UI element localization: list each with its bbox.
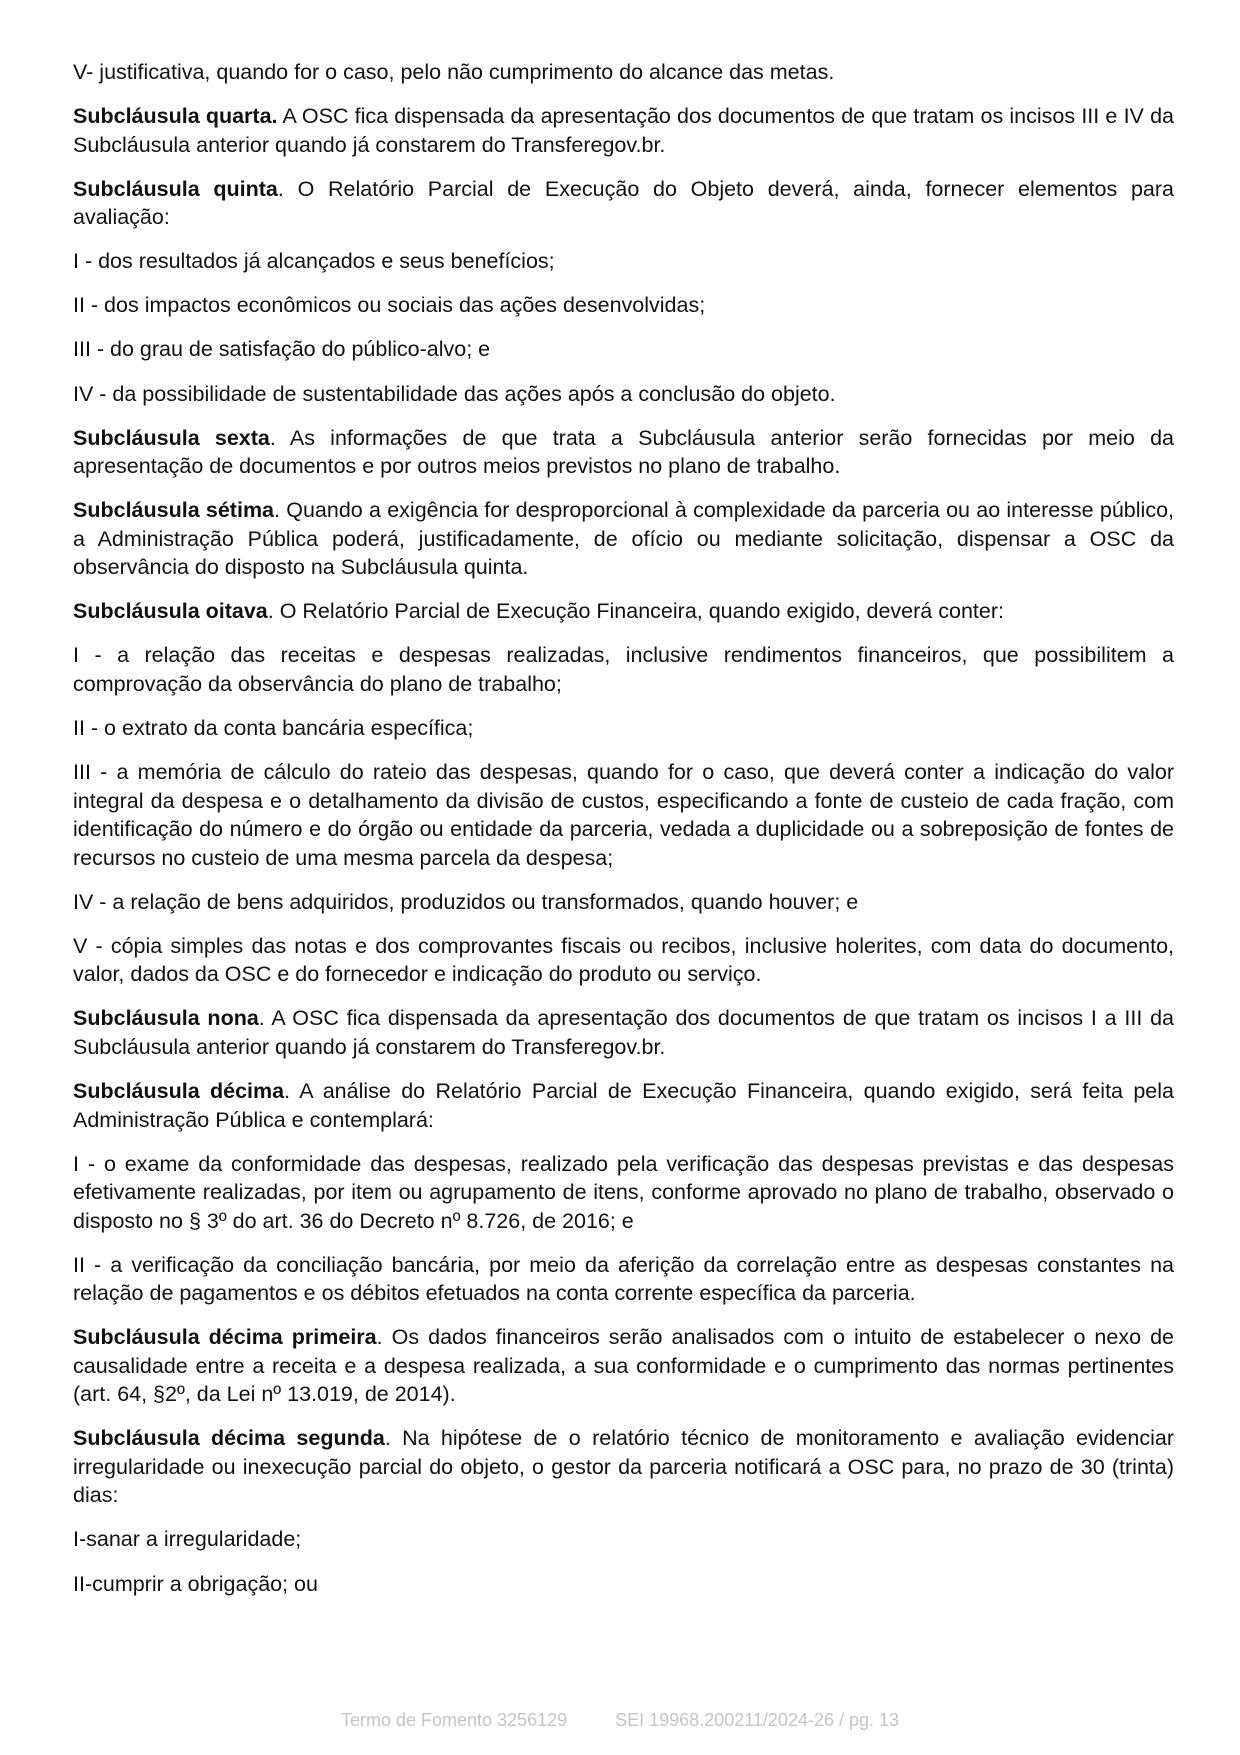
paragraph-text: . O Relatório Parcial de Execução do Objeto deverá, ainda, fornecer elementos para avaliação: — [73, 176, 1174, 230]
paragraph-text: . As informações de que trata a Subcláusula anterior serão fornecidas por meio da apresentação de documentos e por outros meios previstos no plano de trabalho. — [73, 425, 1174, 479]
clause-heading: Subcláusula décima primeira — [73, 1325, 377, 1350]
clause-heading: Subcláusula sétima — [73, 498, 275, 523]
paragraph — [73, 102, 1174, 159]
paragraph — [73, 597, 1174, 626]
paragraph — [73, 1424, 1174, 1510]
footer-document-id: Termo de Fomento 3256129 — [340, 1710, 568, 1730]
paragraph — [73, 758, 1174, 872]
paragraph — [73, 1251, 1174, 1308]
clause-heading: Subcláusula décima — [73, 1079, 285, 1103]
paragraph — [73, 1004, 1174, 1061]
clause-heading: Subcláusula oitava — [73, 599, 268, 624]
paragraph-text: I - dos resultados já alcançados e seus benefícios; — [73, 249, 555, 274]
paragraph — [73, 1570, 1174, 1599]
paragraph — [73, 335, 1174, 364]
paragraph-text: I - o exame da conformidade das despesas, realizado pela verificação das despesas previstas e das despesas efetivamente realizadas, por item ou agrupamento de itens, conforme aprovado no plano de trabalho, observado o disposto no § 3º do art. 36 do Decreto nº 8.726, de 2016; e — [73, 1151, 1174, 1233]
paragraph-text: . O Relatório Parcial de Execução Financeira, quando exigido, deverá conter: — [267, 599, 1004, 624]
paragraph-text: II - dos impactos econômicos ou sociais das ações desenvolvidas; — [73, 293, 706, 318]
paragraph — [73, 247, 1174, 276]
paragraph-text: V - cópia simples das notas e dos comprovantes fiscais ou recibos, inclusive holerites, com data do documento, valor, dados da OSC e do fornecedor e indicação do produto ou serviço. — [73, 933, 1174, 987]
paragraph-text: II - a verificação da conciliação bancária, por meio da aferição da correlação entre as despesas constantes na relação de pagamentos e os débitos efetuados na conta corrente específica da parceria. — [73, 1252, 1174, 1306]
clause-heading: Subcláusula quinta — [73, 176, 278, 201]
paragraph — [73, 58, 1174, 87]
clause-heading: Subcláusula quarta. — [73, 104, 278, 129]
paragraph — [73, 291, 1174, 320]
paragraph — [73, 424, 1174, 481]
footer-process-page: SEI 19968.200211/2024-26 / pg. 13 — [615, 1710, 900, 1730]
paragraph-text: . Os dados financeiros serão analisados com o intuito de estabelecer o nexo de causalidade entre a receita e a despesa realizada, a sua conformidade e o cumprimento das normas pertinentes (art. 64, §2º, da Lei nº 13.019, de 2014). — [73, 1325, 1174, 1407]
paragraph-text: III - a memória de cálculo do rateio das despesas, quando for o caso, que deverá conter a indicação do valor integral da despesa e o detalhamento da divisão de custos, especificando a fonte de custeio de cada fração, com identificação do número e do órgão ou entidade da parceria, vedada a duplicidade ou a sobreposição de fontes de recursos no custeio de uma mesma parcela da despesa; — [73, 760, 1174, 870]
paragraph — [73, 1525, 1174, 1554]
paragraph — [73, 496, 1174, 582]
paragraph — [73, 1323, 1174, 1409]
paragraph-text: II-cumprir a obrigação; ou — [73, 1571, 318, 1596]
paragraph-text: . A análise do Relatório Parcial de Execução Financeira, quando exigido, será feita pela Administração Pública e contemplará: — [73, 1079, 1174, 1132]
paragraph — [73, 1077, 1174, 1134]
paragraph — [73, 380, 1174, 409]
clause-heading: Subcláusula décima segunda — [73, 1426, 385, 1451]
paragraph-text: IV - da possibilidade de sustentabilidade das ações após a conclusão do objeto. — [73, 381, 836, 406]
page-footer — [0, 1710, 1240, 1731]
paragraph-text: IV - a relação de bens adquiridos, produzidos ou transformados, quando houver; e — [73, 889, 859, 914]
paragraph-text: . A OSC fica dispensada da apresentação dos documentos de que tratam os incisos I a III da Subcláusula anterior quando já constarem do Transferegov.br. — [73, 1006, 1174, 1059]
paragraph — [73, 888, 1174, 917]
paragraph — [73, 932, 1174, 989]
clause-heading: Subcláusula nona — [73, 1006, 259, 1031]
paragraph — [73, 1150, 1174, 1236]
paragraph — [73, 714, 1174, 743]
paragraph-text: A OSC fica dispensada da apresentação dos documentos de que tratam os incisos III e IV da Subcláusula anterior quando já constarem do Transferegov.br. — [73, 104, 1174, 157]
paragraph — [73, 175, 1174, 232]
paragraph-text: V- justificativa, quando for o caso, pelo não cumprimento do alcance das metas. — [73, 60, 835, 84]
paragraph-text: I - a relação das receitas e despesas realizadas, inclusive rendimentos financeiros, que possibilitem a comprovação da observância do plano de trabalho; — [73, 643, 1174, 696]
paragraph — [73, 641, 1174, 698]
paragraph-text: I-sanar a irregularidade; — [73, 1527, 302, 1552]
document-body — [73, 58, 1174, 1614]
paragraph-text: II - o extrato da conta bancária específica; — [73, 716, 474, 741]
paragraph-text: . Na hipótese de o relatório técnico de monitoramento e avaliação evidenciar irregularidade ou inexecução parcial do objeto, o gestor da parceria notificará a OSC para, no prazo de 30 (trinta) dias: — [73, 1426, 1174, 1508]
paragraph-text: III - do grau de satisfação do público-alvo; e — [73, 337, 491, 362]
clause-heading: Subcláusula sexta — [73, 425, 270, 450]
paragraph-text: . Quando a exigência for desproporcional à complexidade da parceria ou ao interesse público, a Administração Pública poderá, justificadamente, de ofício ou mediante solicitação, dispensar a OSC da observância do disposto na Subcláusula quinta. — [73, 498, 1174, 580]
